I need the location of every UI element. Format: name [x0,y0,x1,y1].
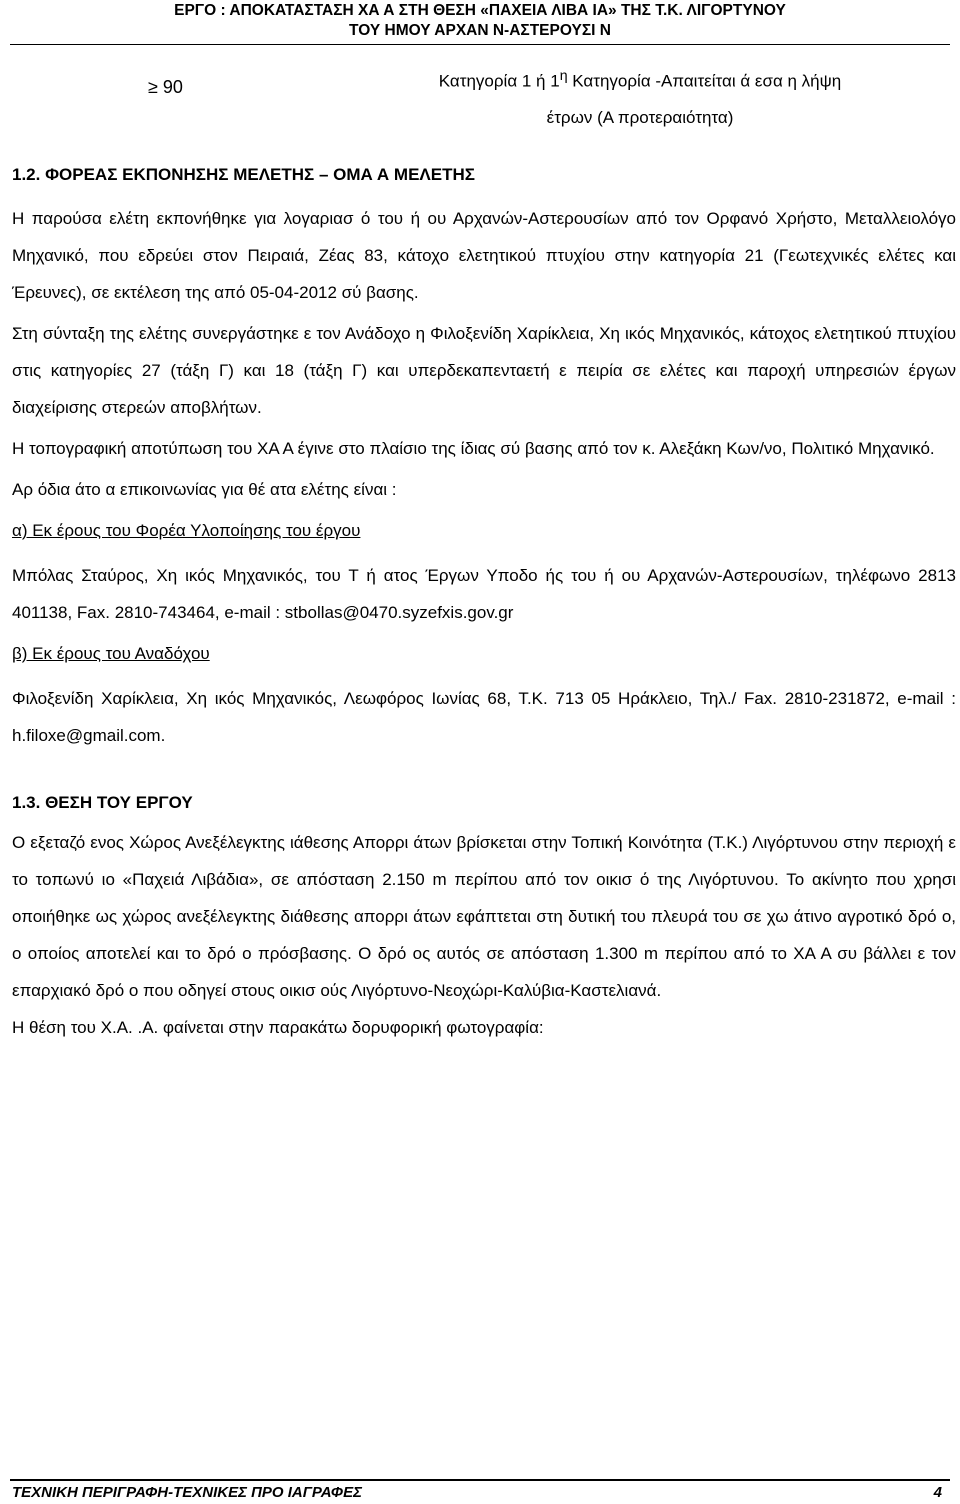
subsection-a-text: Μπόλας Σταύρος, Χη ικός Μηχανικός, του Τ ή ατος Έργων Υποδο ής του ή ου Αρχανών-Αστερουσίων, τηλέφωνο 2813 401138, Fax. 2810-743464, e-mail : stbollas@0470.syzefxis.gov.gr [12,566,956,622]
subsection-a-title: α) Εκ έρους του Φορέα Υλοποίησης του έργου [12,521,361,540]
section-1-3-title: 1.3. ΘΕΣΗ ΤΟΥ ΕΡΓΟΥ [12,793,193,812]
document-body [12,158,956,1046]
footer-divider [10,1479,950,1481]
section-1-2-para-3: Η τοπογραφική αποτύπωση του ΧΑ Α έγινε στο πλαίσιο της ίδιας σύ βασης από τον κ. Αλεξάκη Κων/νο, Πολιτικό Μηχανικό. [12,439,935,458]
header-line-2: ΤΟΥ ΗΜΟΥ ΑΡΧΑΝ Ν-ΑΣΤΕΡΟΥΣΙ Ν [349,22,611,39]
footer-title: ΤΕΧΝΙΚΗ ΠΕΡΙΓΡΑΦΗ-ΤΕΧΝΙΚΕΣ ΠΡΟ ΙΑΓΡΑΦΕΣ [12,1484,362,1501]
header-line-1: ΕΡΓΟ : ΑΠΟΚΑΤΑΣΤΑΣΗ ΧΑ Α ΣΤΗ ΘΕΣΗ «ΠΑΧΕΙΑ ΛΙΒΑ ΙΑ» ΤΗΣ Τ.Κ. ΛΙΓΟΡΤΥΝΟΥ [174,2,786,19]
priority-category-line-1 [375,58,905,100]
priority-row [0,54,960,127]
section-1-2-para-2: Στη σύνταξη της ελέτης συνεργάστηκε ε τον Ανάδοχο η Φιλοξενίδη Χαρίκλεια, Χη ικός Μηχανικός, κάτοχος ελετητικού πτυχίου στις κατηγορίες 27 (τάξη Γ) και 18 (τάξη Γ) και υπερδεκαπενταετή ε πειρία σε ελέτες και παροχή υπηρεσιών έργων διαχείρισης στερεών αποβλήτων. [12,324,956,417]
section-1-3-para-2: Η θέση του Χ.Α. .Α. φαίνεται στην παρακάτω δορυφορική φωτογραφία: [12,1018,544,1037]
priority-category [375,58,905,136]
priority-threshold [148,77,183,98]
priority-category-line-2: έτρων (Α προτεραιότητα) [546,107,734,127]
category-superscript: η [559,68,568,84]
subsection-b-text: Φιλοξενίδη Χαρίκλεια, Χη ικός Μηχανικός, Λεωφόρος Ιωνίας 68, Τ.Κ. 713 05 Ηράκλειο, Τηλ./ Fax. 2810-231872, e-mail : h.filoxe@gmail.com. [12,689,956,745]
page-number: 4 [933,1484,942,1501]
greater-equal-symbol: ≥ [148,77,158,97]
section-1-3-para-1: Ο εξεταζό ενος Χώρος Ανεξέλεγκτης ιάθεσης Απορρι άτων βρίσκεται στην Τοπική Κοινότητα (Τ.Κ.) Λιγόρτυνου στην περιοχή ε το τοπωνύ ιο «Παχειά Λιβάδια», σε απόσταση 2.150 m περίπου από τον οικισ ό της Λιγόρτυνου. Το ακίνητο που χρησι οποιήθηκε ως χώρος ανεξέλεγκτης διάθεσης απορρι άτων εφάπτεται στη δυτική του πλευρά του σε χω άτινο αγροτικό δρό ο, ο οποίος αποτελεί και το δρό ο πρόσβασης. Ο δρό ος αυτός σε απόσταση 1.300 m περίπου από το ΧΑ Α συ βάλλει ε τον επαρχιακό δρό ο που οδηγεί στους οικισ ούς Λιγόρτυνο-Νεοχώρι-Καλύβια-Καστελιανά. [12,833,956,1000]
category-text-a: Κατηγορία 1 ή 1 [438,71,560,91]
header-divider [10,44,950,45]
priority-value: 90 [162,77,183,97]
section-1-2-title: 1.2. ΦΟΡΕΑΣ ΕΚΠΟΝΗΣΗΣ ΜΕΛΕΤΗΣ – ΟΜΑ Α ΜΕΛΕΤΗΣ [12,165,475,184]
running-header [0,0,960,41]
subsection-b-title: β) Εκ έρους του Αναδόχου [12,644,210,663]
category-text-b: Κατηγορία -Απαιτείται ά εσα η λήψη [567,71,842,91]
section-1-2-para-1: Η παρούσα ελέτη εκπονήθηκε για λογαριασ ό του ή ου Αρχανών-Αστερουσίων από τον Ορφανό Χρήστο, Μεταλλειολόγο Μηχανικό, που εδρεύει στον Πειραιά, Ζέας 83, κάτοχο ελετητικού πτυχίου στην κατηγορία 21 (Γεωτεχνικές ελέτες και Έρευνες), σε εκτέλεση της από 05-04-2012 σύ βασης. [12,209,956,302]
section-1-2-para-4: Αρ όδια άτο α επικοινωνίας για θέ ατα ελέτης είναι : [12,480,397,499]
